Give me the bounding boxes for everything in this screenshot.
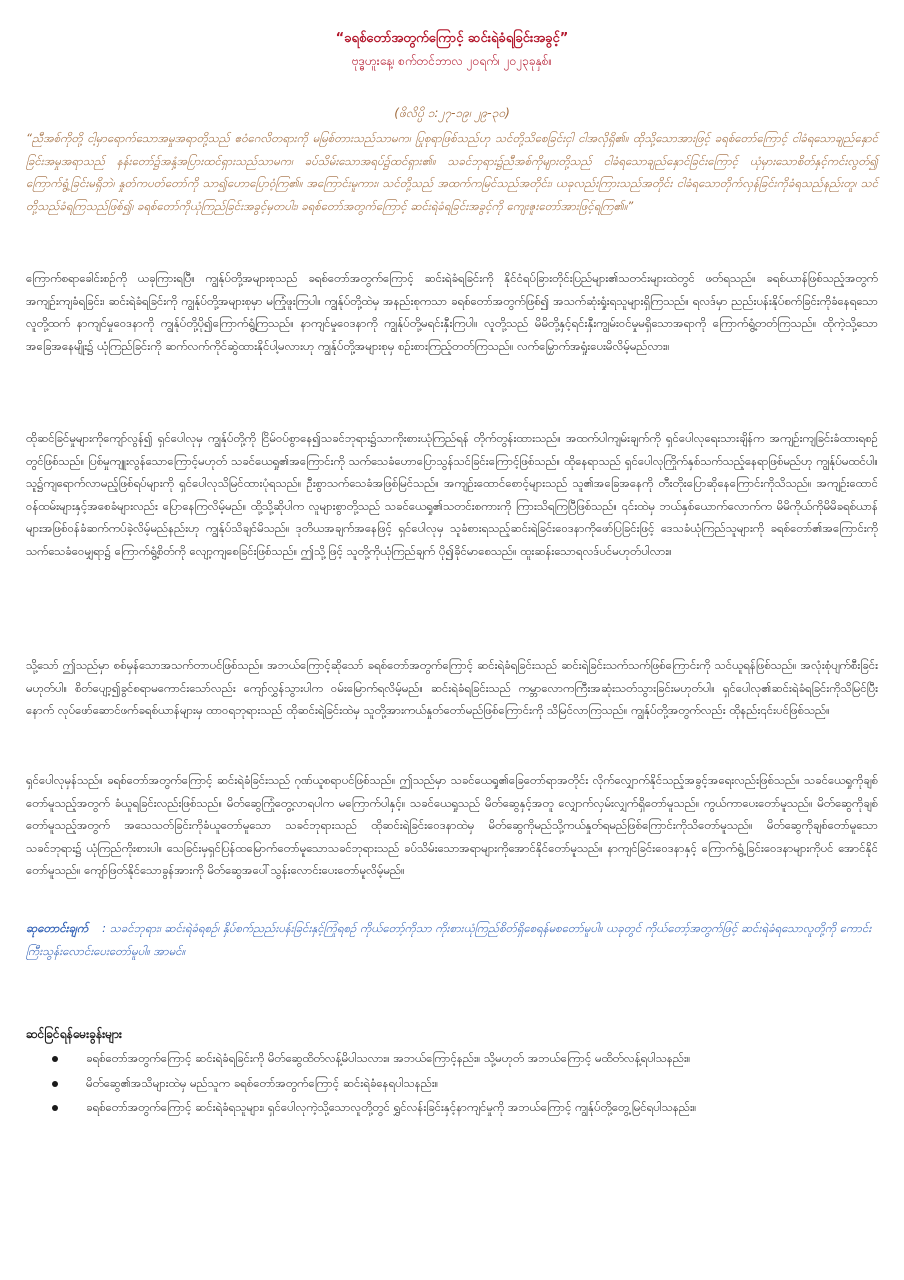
- prayer-label: ဆုတောင်းချက်: [26, 921, 89, 935]
- bullet-icon: [52, 1081, 58, 1087]
- page-title: “ခရစ်တော်အတွက်ကြောင့် ဆင်းရဲခံရခြင်းအခွင့်”: [335, 31, 569, 46]
- question-text: မိတ်ဆွေ၏အသိများထဲမှ မည်သူက ခရစ်တော်အတွက်ကြောင့် ဆင်းရဲခံနေရပါသနည်း။: [86, 1075, 439, 1090]
- body-paragraph-4: ရှင်ပေါလုမှန်သည်။ ခရစ်တော်အတွက်ကြောင့် ဆင်းရဲခံခြင်းသည် ဂုဏ်ယူစရာပင်ဖြစ်သည်။ ဤသည်မှာ သခင်ယေရှု၏ခြေတော်ရာအတိုင်း လိုက်လျှောက်နိုင်သည့်အခွင့်အရေးလည်းဖြစ်သည်။ သခင်ယေရှုကိုချစ်တော်မူသည့်အတွက် ခံယူရခြင်းလည်းဖြစ်သည်။ မိတ်ဆွေကြုံတွေ့လာရပါက မကြောက်ပါနှင့်။ သခင်ယေရှုသည် မိတ်ဆွေနှင့်အတူ လျှောက်လှမ်းလျှက်ရှိတော်မူသည်။ ကွယ်ကာပေးတော်မူသည်။ မိတ်ဆွေကိုချစ်တော်မူသည့်အတွက် အသေသတ်ခြင်းကိုခံယူတော်မူသော သခင်ဘုရားသည် ထိုဆင်းရဲခြင်းဝေဒနာထဲမှ မိတ်ဆွေကိုမည်သို့ကယ်နှုတ်ရမည်ဖြစ်ကြောင်းကိုသိတော်မူသည်။ မိတ်ဆွေကိုချစ်တော်မူသော သခင်ဘုရား၌ ယုံကြည်ကိုးစားပါ။ သေခြင်းမှရှင်ပြန်ထမြောက်တော်မူသောသခင်ဘုရားသည် ခပ်သိမ်းသောအရာများကိုအောင်နိုင်တော်မူသည်။ နာကျင်ခြင်းဝေဒနာနှင့် ကြောက်ရွံ့ခြင်းဝေဒနာများကိုပင် အောင်နိုင်တော်မူသည်။ ကျော်ဖြတ်နိုင်သောခွန်အားကို မိတ်ဆွေအပေါ်သွန်းလောင်းပေးတော်မူလိမ့်မည်။: [26, 773, 878, 878]
- questions-heading: ဆင်ခြင်ရန်မေးခွန်းများ: [26, 1027, 122, 1041]
- bullet-icon: [52, 1056, 58, 1062]
- scripture-text: “ညီအစ်ကိုတို့ ငါ့မှာရောက်သောအမှုအရာတို့သည် ဧဝံဂေလိတရားကို မမြစ်တားသည်သာမက၊ ပြုစုရာဖြစ်သည်ဟု သင်တို့သိစေခြင်းငှါ ငါအလိုရှိ၏။ ထိုသို့သောအားဖြင့် ခရစ်တော်ကြောင့် ငါခံရသောချည်နှောင်ခြင်းအမှုအရာသည် နန်းတော်၌အနှံ့အပြားထင်ရှားသည်သာမက၊ ခပ်သိမ်းသောအရပ်၌ထင်ရှား၏။ သခင်ဘုရား၌ညီအစ်ကိုများတို့သည် ငါခံရသောချည်နှောင်ခြင်းကြောင့် ယုံမှားသောစိတ်နှင့်ကင်းလွတ်၍ ကြောက်ရွံ့ခြင်းမရှိဘဲ၊ နှုတ်ကပတ်တော်ကို သာ၍ဟောပြောဝံ့ကြ၏။ အကြောင်းမူကား၊ သင်တို့သည် အထက်ကမြင်သည်အတိုင်း၊ ယခုလည်းကြားသည်အတိုင်း ငါခံရသောတိုက်လှန်ခြင်းကိုခံရသည်နည်းတူ၊ သင်တို့သည်ခံရကြသည်ဖြစ်၍၊ ခရစ်တော်ကိုယုံကြည်ခြင်းအခွင့်မှတပါး၊ ခရစ်တော်အတွက်ကြောင့် ဆင်းရဲခံရခြင်းအခွင့်ကို ကျေးဇူးတော်အားဖြင့်ရကြ၏။”: [26, 131, 878, 213]
- body-paragraph-3: သို့သော် ဤသည်မှာ စစ်မှန်သောအသက်တာပင်ဖြစ်သည်။ အဘယ်ကြောင့်ဆိုသော် ခရစ်တော်အတွက်ကြောင့် ဆင်းရဲခံရခြင်းသည် ဆင်းရဲခြင်းသက်သက်ဖြစ်ကြောင်းကို သင်ယူရန်ဖြစ်သည်။ အလုံးစုံပျက်စီးခြင်းမဟုတ်ပါ။ စိတ်ပျော့၍ခွင်စရာမကောင်းသော်လည်း ကျော်လွှန်သွားပါက ဝမ်းမြောက်ရလိမ့်မည်။ ဆင်းရဲခံရခြင်းသည် ကမ္ဘာလောကကြီးအဆုံးသတ်သွားခြင်းမဟုတ်ပါ။ ရှင်ပေါလု၏ဆင်းရဲခံရခြင်းကိုသိမြင်ပြီးနောက် လုပ်ဖော်ဆောင်ဖက်ခရစ်ယာန်များမှ ထာဝရဘုရားသည် ထိုဆင်းရဲခြင်းထဲမှ သူတို့အားကယ်နှုတ်တော်မည်ဖြစ်ကြောင်းကို သိမြင်လာကြသည်။ ကျွန်ုပ်တို့အတွက်လည်း ထိုနည်း၎င်းပင်ဖြစ်သည်။: [26, 658, 878, 718]
- prayer-block: [26, 917, 878, 962]
- question-text: ခရစ်တော်အတွက်ကြောင့် ဆင်းရဲခံရသူများ၊ ရှင်ပေါလုကဲ့သို့သောလူတို့တွင် ရွှင်လန်းခြင်းနှင့်နာကျင်မှုကို အဘယ်ကြောင့် ကျွန်ုပ်တို့တွေ့မြင်ရပါသနည်း။: [86, 1100, 697, 1114]
- scripture-reference: (ဖိလိပ္ပိ ၁:၂၇-၁၉၊ ၂၉-၃၀): [394, 106, 510, 120]
- date-line: ဗုဒ္ဓဟူးနေ့၊ စက်တင်ဘာလ ၂၀ရက်၊ ၂၀၂၃ခုနှစ်။: [351, 54, 553, 68]
- question-item: [26, 1047, 878, 1070]
- prayer-text: : သခင်ဘုရား၊ ဆင်းရဲခံရစဉ်၊ နှိပ်စက်ညည်းပန်းခြင်းနှင့်ကြုံရစဉ် ကိုယ်တော့်ကိုသာ ကိုးစားယုံကြည်စိတ်ရှိစေရန်မစတော်မူပါ။ ယခုတွင် ကိုယ်တော့်အတွက်ဖြင့် ဆင်းရဲခံရသောလူတို့ကို ကောင်းကြီးသွန်းလောင်းပေးတော်မူပါ။ အာမင်။: [26, 921, 872, 958]
- question-item: [26, 1096, 878, 1119]
- questions-list: [26, 1047, 878, 1121]
- bullet-icon: [52, 1105, 58, 1111]
- body-paragraph-2: ထိုဆင်ခြင်မှုများကိုကျော်လွန်၍ ရှင်ပေါလုမှ ကျွန်ုပ်တို့ကို ငြိမ်ဝပ်စွာနေ၍သခင်ဘုရား၌သာကိုးစားယုံကြည်ရန် တိုက်တွန်းထားသည်။ အထက်ပါကျမ်းချက်ကို ရှင်ပေါလုရေးသားချိန်က အကျဉ်းကျခြင်းခံထားရစဉ်တွင်ဖြစ်သည်။ ပြစ်မှုကျူးလွန်သောကြောင့်မဟုတ် သခင်ယေရှု၏အကြောင်းကို သက်သေခံဟောပြောသွန်သင်ခြင်းကြောင့်ဖြစ်သည်။ ထိုနေရာသည် ရှင်ပေါလုကြိုက်နှစ်သက်သည့်နေရာဖြစ်မည်ဟု ကျွန်ုပ်မထင်ပါ။ သူ၌ကျရောက်လာမည့်ဖြစ်ရပ်များကို ရှင်ပေါလုသိမြင်ထားပုံရသည်။ ဦးစွာသက်သေခံအဖြစ်မြင်သည်။ အကျဉ်းထောင်စောင့်များသည် သူ၏အခြေအနေကို တီးတိုးပြောဆိုနေကြောင်းကိုသိသည်။ အကျဉ်းထောင်ဝန်ထမ်းများနှင့်အစေခံများလည်း ပြောနေကြလိမ့်မည်။ ထို့သို့ဆိုပါက လူများစွာတို့သည် သခင်ယေရှု၏သတင်းစကားကို ကြားသိရကြပြီဖြစ်သည်။ ၎င်းထဲမှ ဘယ်နှစ်ယောက်လောက်က မိမိကိုယ်ကိုမိမိခရစ်ယာန်များအဖြစ်ဝန်ခံဆက်ကပ်ခဲ့လိမ့်မည်နည်းဟု ကျွန်ုပ်သိချင်မိသည်။ ဒုတိယအချက်အနေဖြင့် ရှင်ပေါလုမှ သူခံစားရသည့်ဆင်းရဲခြင်းဝေဒနာကိုဖော်ပြခြင်းဖြင့် ဒေသခံယုံကြည်သူများကို ခရစ်တော်၏အကြောင်းကိုသက်သေခံဝေမျှရာ၌ ကြောက်ရွံ့စိတ်ကို လျော့ကျစေခြင်းဖြစ်သည်။ ဤသို့ဖြင့် သူတို့ကိုယုံကြည်ချက် ပို၍ခိုင်မာစေသည်။ ထူးဆန်းသောရလဒ်ပင်မဟုတ်ပါလား။: [26, 431, 878, 558]
- body-paragraph-1: ကြောက်စရာခေါင်းစဉ်ကို ယခုကြားရပြီ။ ကျွန်ုပ်တို့အများစုသည် ခရစ်တော်အတွက်ကြောင့် ဆင်းရဲခံရခြင်းကို နိုင်ငံရပ်ခြားတိုင်းပြည်များ၏သတင်းများထဲတွင် ဖတ်ရသည်။ ခရစ်ယာန်ဖြစ်သည့်အတွက် အကျဉ်းကျခံရခြင်း၊ ဆင်းရဲခံရခြင်းကို ကျွန်ုပ်တို့အများစုမှာ မကြုံဖူးကြပါ။ ကျွန်ုပ်တို့ထဲမှ အနည်းစုကသာ ခရစ်တော်အတွက်ဖြစ်၍ အသက်ဆုံးရှုံးရသူများရှိကြသည်။ ရလဒ်မှာ ညည်းပန်းနိုပ်စက်ခြင်းကိုခံနေရသောလူတို့ထက် နာကျင်မှုဝေဒနာကို ကျွန်ုပ်တို့ပို၍ကြောက်ရွံ့ကြသည်။ နာကျင်မှုဝေဒနာကို ကျွန်ုပ်တို့မရင်းနှီးကြပါ။ လူတို့သည် မိမိတို့နှင့်ရင်းနှီးကျွမ်းဝင်မှုမရှိသောအရာကို ကြောက်ရွံ့တတ်ကြသည်။ ထိုကဲ့သို့သောအခြေအနေမျိုး၌ ယုံကြည်ခြင်းကို ဆက်လက်ကိုင်ဆွဲထားနိုင်ပါ့မလားဟု ကျွန်ုပ်တို့အများစုမှ စဉ်းစားကြည့်တတ်ကြသည်။ လက်မြှောက်အရှုံးပေးမိလိမ့်မည်လား။: [26, 271, 878, 353]
- question-text: ခရစ်တော်အတွက်ကြောင့် ဆင်းရဲခံရခြင်းကို မိတ်ဆွေထိတ်လန့်မိပါသလား။ အဘယ်ကြောင့်နည်း။ သို့မဟုတ် အဘယ်ကြောင့် မထိတ်လန့်ရပါသနည်း။: [86, 1051, 691, 1065]
- question-item: [26, 1072, 878, 1095]
